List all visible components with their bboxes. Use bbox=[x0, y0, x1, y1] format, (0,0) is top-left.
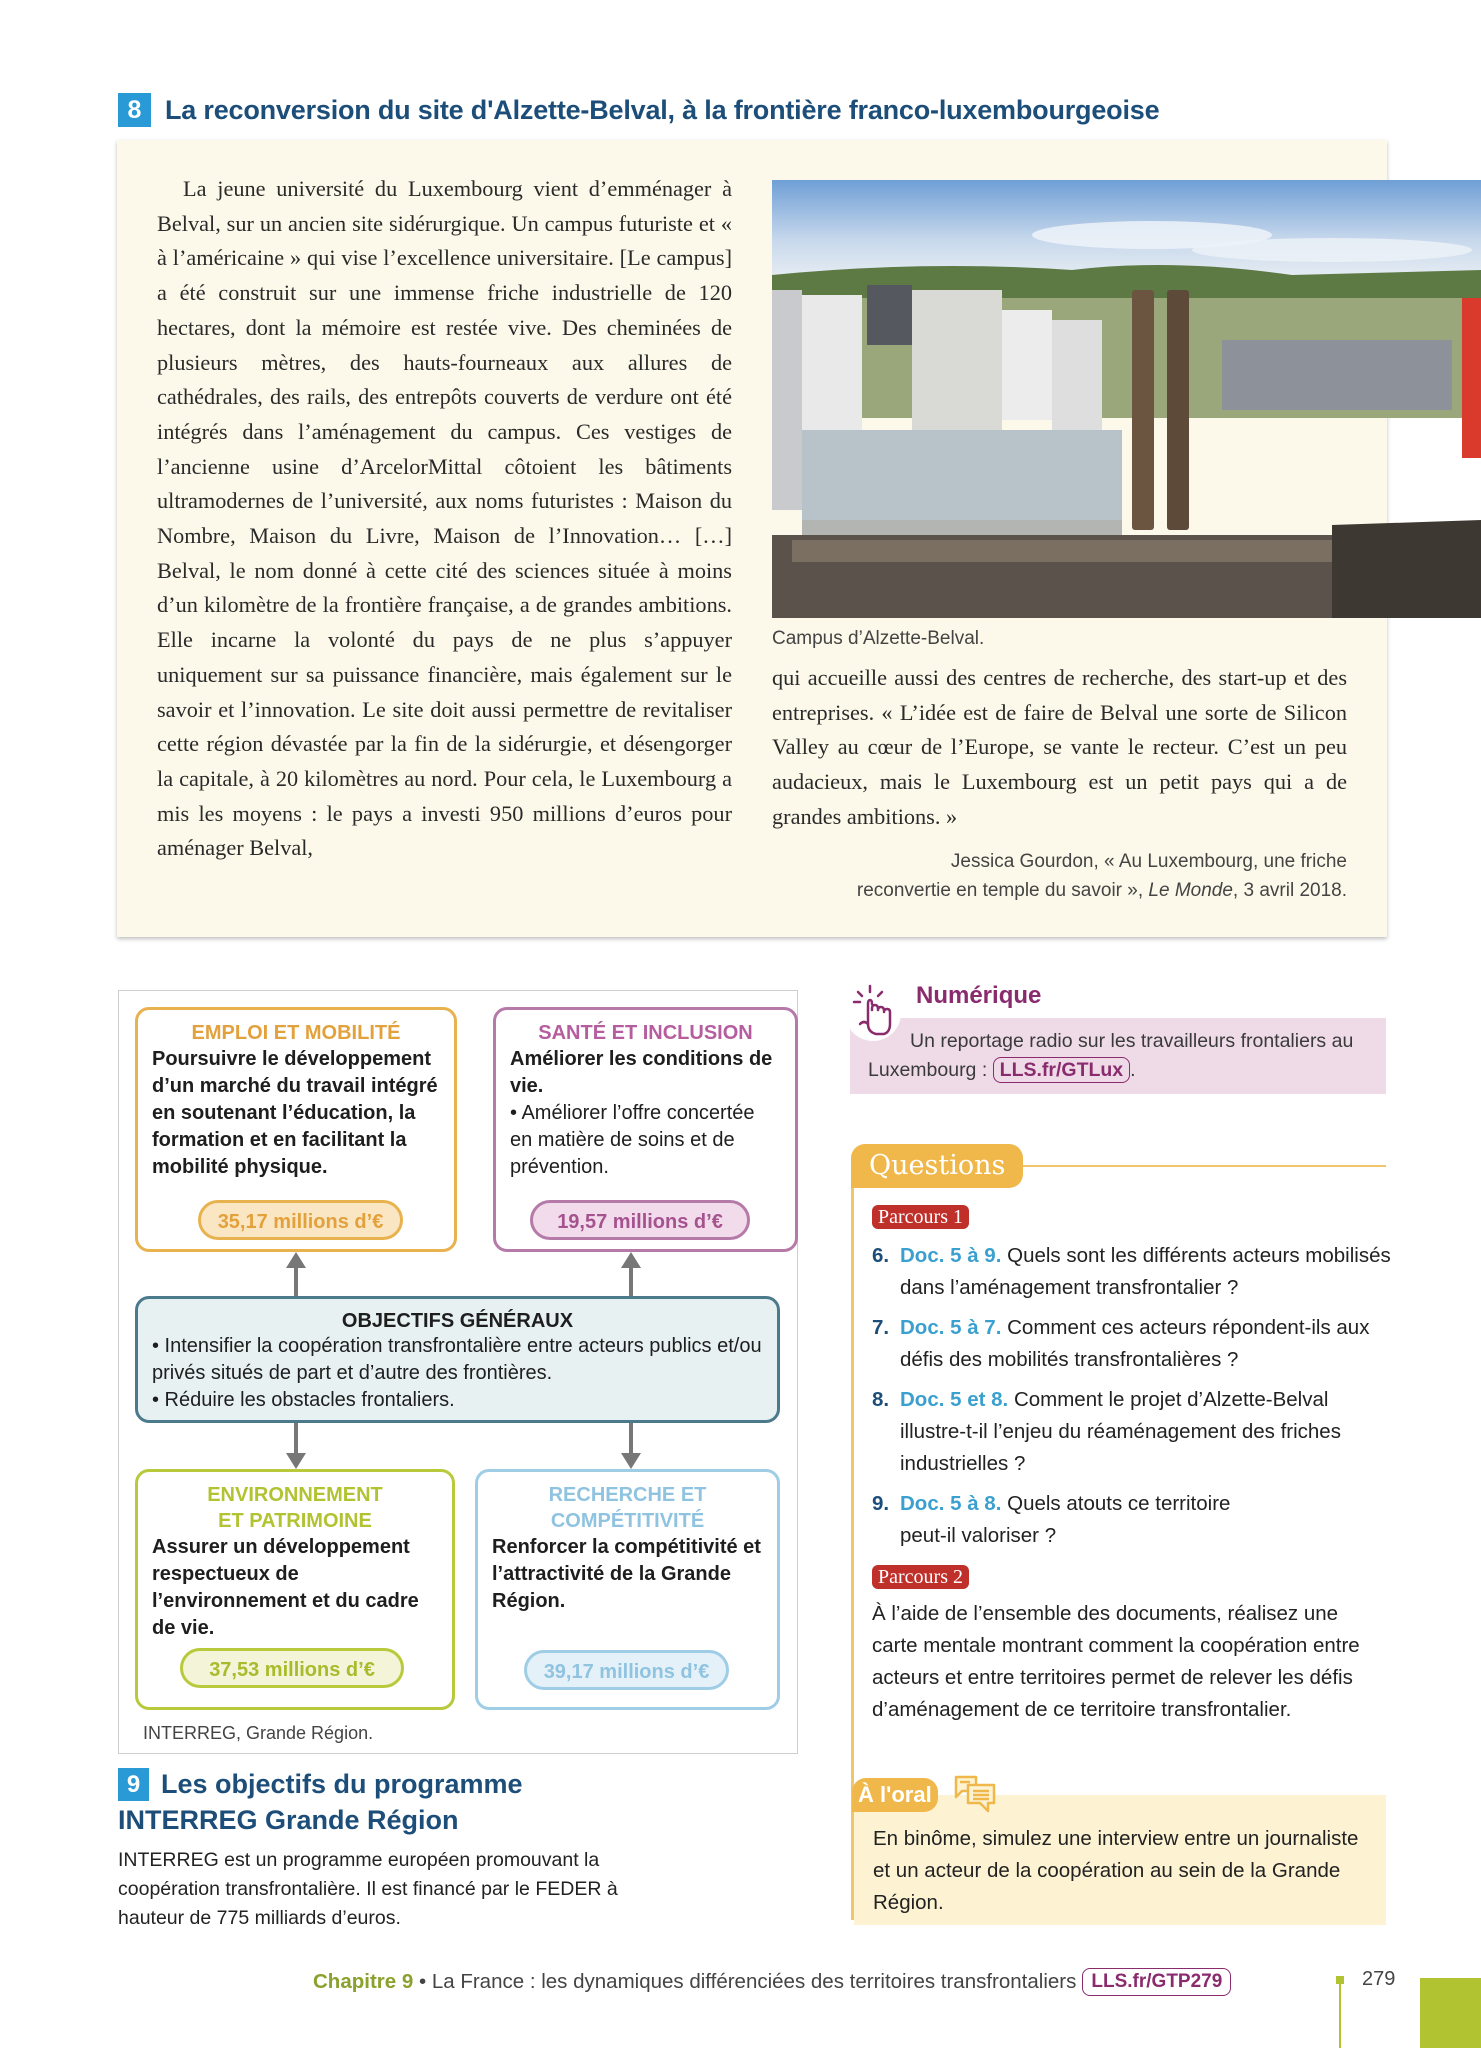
article-text-right: qui accueille aussi des centres de recherche, des start-up et des entreprises. « L’idée est de faire de Belval une sorte de Silicon Valley au cœur de l’Europe, se vante le recteur. C’est un peu audacieux, mais le Luxembourg est un petit pays qui a de grandes ambitions. » bbox=[772, 665, 1347, 829]
doc8-title: La reconversion du site d'Alzette-Belval, à la frontière franco-luxembourgeoise bbox=[165, 94, 1160, 125]
oral-text: En binôme, simulez une interview entre un journaliste et un acteur de la coopération au sein de la Grande Région. bbox=[873, 1827, 1359, 1914]
photo-caption: Campus d’Alzette-Belval. bbox=[772, 628, 985, 649]
parcours-1-badge: Parcours 1 bbox=[872, 1205, 969, 1229]
question-number: 7. bbox=[872, 1316, 890, 1339]
question-number: 6. bbox=[872, 1244, 890, 1267]
chimney-left bbox=[1132, 290, 1154, 530]
box-description: Assurer un développement respectueux de l’environnement et du cadre de vie. bbox=[152, 1536, 419, 1639]
doc-number-badge: 8 bbox=[118, 93, 151, 127]
red-building bbox=[1462, 298, 1481, 458]
question-item bbox=[872, 1240, 1392, 1304]
box-description: Renforcer la compétitivité et l’attractivité de la Grande Région. bbox=[492, 1536, 761, 1612]
numerique-period: . bbox=[1130, 1059, 1136, 1081]
question-number: 8. bbox=[872, 1388, 890, 1411]
parking bbox=[1222, 340, 1452, 410]
numerique-text bbox=[868, 1027, 1378, 1085]
doc9-intro: INTERREG est un programme européen promouvant la coopération transfrontalière. Il est financé par le FEDER à hauteur de 775 milliards d’euros. bbox=[118, 1849, 618, 1929]
question-text: Comment ces acteurs répondent-ils aux défis des mobilités transfrontalières ? bbox=[900, 1316, 1370, 1371]
question-number: 9. bbox=[872, 1492, 890, 1515]
box-description: Poursuivre le développement d’un marché du travail intégré en soutenant l’éducation, la formation et en facilitant la mobilité physique. bbox=[152, 1048, 438, 1178]
arrow-up-icon bbox=[294, 1266, 298, 1296]
numerique-title: Numérique bbox=[916, 982, 1042, 1009]
question-doc-ref: Doc. 5 à 8. bbox=[900, 1492, 1002, 1515]
arrow-down-icon bbox=[294, 1423, 298, 1455]
diagram-source: INTERREG, Grande Région. bbox=[143, 1723, 374, 1743]
chapter-label: Chapitre 9 bbox=[313, 1970, 414, 1993]
parcours-2-badge: Parcours 2 bbox=[872, 1565, 969, 1589]
question-doc-ref: Doc. 5 à 9. bbox=[900, 1244, 1002, 1267]
source-text: reconvertie en temple du savoir », bbox=[856, 880, 1149, 901]
question-text: Quels sont les différents acteurs mobilisés dans l’aménagement transfrontalier ? bbox=[900, 1244, 1391, 1299]
question-doc-ref: Doc. 5 et 8. bbox=[900, 1388, 1009, 1411]
footer-separator: • bbox=[413, 1970, 432, 1993]
gtlux-link[interactable]: LLS.fr/GTLux bbox=[993, 1057, 1131, 1083]
doc9-title-line1: Les objectifs du programme bbox=[161, 1769, 523, 1799]
article-source bbox=[772, 847, 1347, 905]
budget-pill: 35,17 millions d’€ bbox=[198, 1200, 403, 1240]
budget-pill: 37,53 millions d’€ bbox=[180, 1648, 404, 1688]
article-text-left: La jeune université du Luxembourg vient d’emménager à Belval, sur un ancien site sidérurgique. Un campus futuriste et « à l’américaine » qui vise l’excellence universitaire. [Le campus] a été construit sur une immense friche industrielle de 120 hectares, dont la mémoire est restée vive. Des cheminées de plusieurs mètres, des hauts-fourneaux aux allures de cathédrales, des rails, des entrepôts couverts de verdure ont été intégrés dans l’aménagement du campus. Ces vestiges de l’ancienne usine d’ArcelorMittal côtoient les bâtiments ultramodernes de l’université, aux noms futuristes : Maison du Nombre, Maison du Livre, Maison de l’Innovation… […] Belval, le nom donné à cette cité des sciences située à moins d’un kilomètre de la frontière française, a de grandes ambitions. Elle incarne la volonté du pays de ne plus s’appuyer uniquement sur sa puissance financière, mais également sur le savoir et l’innovation. Le site doit aussi permettre de revitaliser cette région dévastée par la fin de la sidérurgie, et désengorger la capitale, à 20 kilomètres au nord. Pour cela, le Luxembourg a mis les moyens : le pays a investi 950 millions d’euros pour aménager Belval, bbox=[157, 176, 732, 861]
box-sante-inclusion bbox=[493, 1007, 798, 1252]
speech-bubbles-icon bbox=[952, 1773, 998, 1813]
doc9-heading bbox=[118, 1766, 523, 1838]
interreg-diagram bbox=[118, 990, 798, 1754]
question-doc-ref: Doc. 5 à 7. bbox=[900, 1316, 1002, 1339]
doc9-title-line2: INTERREG Grande Région bbox=[118, 1805, 459, 1835]
source-newspaper: Le Monde bbox=[1148, 880, 1233, 901]
box-category: EMPLOI ET MOBILITÉ bbox=[191, 1022, 401, 1044]
campus-photo-illustration bbox=[772, 180, 1481, 618]
box-category: ENVIRONNEMENT ET PATRIMOINE bbox=[207, 1484, 383, 1532]
chimney-right bbox=[1167, 290, 1189, 530]
box-emploi-mobilite bbox=[135, 1007, 457, 1252]
box-category: OBJECTIFS GÉNÉRAUX bbox=[341, 1310, 574, 1332]
page-footer bbox=[313, 1968, 1231, 1996]
objectif-item: • Réduire les obstacles frontaliers. bbox=[152, 1389, 455, 1411]
numerique-description: Un reportage radio sur les travailleurs frontaliers au Luxembourg : bbox=[868, 1030, 1354, 1081]
arrow-down-icon bbox=[629, 1423, 633, 1455]
doc-number-badge: 9 bbox=[118, 1768, 149, 1801]
box-environnement-patrimoine bbox=[135, 1469, 455, 1710]
source-date: , 3 avril 2018. bbox=[1232, 880, 1347, 901]
box-recherche-competitivite bbox=[475, 1469, 780, 1710]
budget-pill: 19,57 millions d’€ bbox=[530, 1200, 750, 1240]
objectif-item: • Intensifier la coopération transfrontalière entre acteurs publics et/ou privés situés de part et d’autre des frontières. bbox=[152, 1335, 762, 1384]
question-text: Quels atouts ce territoire peut-il valoriser ? bbox=[900, 1492, 1231, 1547]
chapter-title: La France : les dynamiques différenciées des territoires transfrontaliers bbox=[431, 1970, 1077, 1993]
questions-divider bbox=[1010, 1165, 1386, 1167]
arrow-up-icon bbox=[629, 1266, 633, 1296]
glass-building bbox=[802, 430, 1122, 520]
box-objectifs-generaux bbox=[135, 1296, 780, 1423]
campus-photo bbox=[772, 180, 1481, 618]
source-line-2 bbox=[772, 876, 1347, 905]
box-category: RECHERCHE ET COMPÉTITIVITÉ bbox=[548, 1484, 707, 1532]
box-category: SANTÉ ET INCLUSION bbox=[538, 1022, 753, 1044]
question-item bbox=[872, 1384, 1392, 1480]
question-item bbox=[872, 1312, 1392, 1376]
page-number: 279 bbox=[1362, 1968, 1396, 1990]
questions-list bbox=[872, 1240, 1392, 1560]
budget-pill: 39,17 millions d’€ bbox=[524, 1650, 729, 1690]
doc8-heading bbox=[118, 92, 1159, 128]
chapter-color-tab bbox=[1420, 1978, 1481, 2048]
box-description-bold: Améliorer les conditions de vie. bbox=[510, 1048, 773, 1097]
page-marker bbox=[1336, 1976, 1344, 1984]
page-marker-line bbox=[1339, 1984, 1341, 2048]
question-item bbox=[872, 1488, 1392, 1552]
source-line-1: Jessica Gourdon, « Au Luxembourg, une friche bbox=[950, 851, 1347, 872]
question-text: Comment le projet d’Alzette-Belval illustre-t-il l’enjeu du réaménagement des friches industrielles ? bbox=[900, 1388, 1341, 1475]
box-description: • Améliorer l’offre concertée en matière de soins et de prévention. bbox=[510, 1102, 755, 1178]
oral-tab: À l'oral bbox=[852, 1778, 938, 1812]
parcours-2-text: À l’aide de l’ensemble des documents, réalisez une carte mentale montrant comment la coopération entre acteurs et entre territoires permet de relever les défis d’aménagement de ce territoire transfrontalier. bbox=[872, 1602, 1360, 1721]
gtp279-link[interactable]: LLS.fr/GTP279 bbox=[1082, 1968, 1231, 1996]
questions-tab: Questions bbox=[851, 1144, 1023, 1188]
